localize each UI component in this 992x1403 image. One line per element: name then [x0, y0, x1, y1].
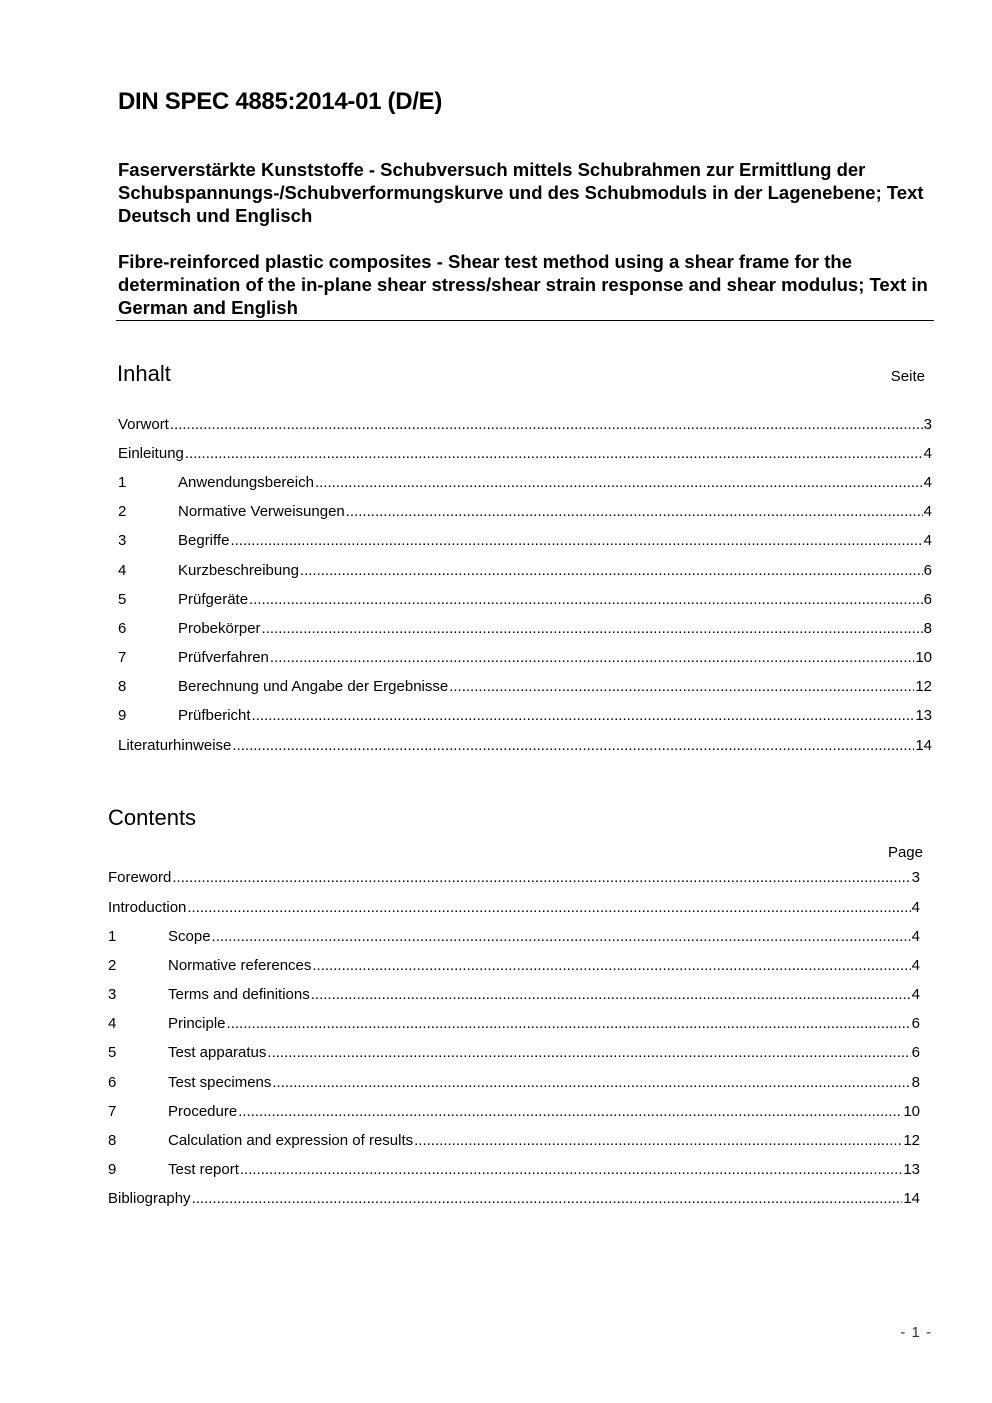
- toc-entry-title: Einleitung: [118, 445, 184, 462]
- document-title: DIN SPEC 4885:2014-01 (D/E): [118, 88, 443, 115]
- toc-entry-page: 3: [923, 416, 932, 433]
- toc-entry-title: Begriffe: [178, 532, 230, 549]
- subtitle-english: Fibre-reinforced plastic composites - Shear test method using a shear frame for the determination of the in-plane shear stress/shear strain response and shear modulus; Text in German and English: [118, 251, 928, 318]
- toc-entry-number: 2: [118, 503, 127, 520]
- toc-entry-number: 7: [108, 1103, 117, 1120]
- toc-entry-literaturhinweise[interactable]: [118, 737, 932, 757]
- toc-entry-title: Scope: [168, 928, 211, 945]
- toc-entry-page: 6: [923, 591, 932, 608]
- toc-entry-number: 5: [108, 1044, 117, 1061]
- toc-entry-title: Terms and definitions: [168, 986, 310, 1003]
- subtitle-german: Faserverstärkte Kunststoffe - Schubversuch mittels Schubrahmen zur Ermittlung der Schubspannungs-/Schubverformungskurve und des Schubmoduls in der Lagenebene; Text Deutsch und Englisch: [118, 159, 924, 226]
- toc-leader: [212, 928, 911, 945]
- toc-leader: [312, 957, 910, 974]
- toc-entry-introduction[interactable]: [108, 899, 920, 919]
- toc-entry-title: Anwendungsbereich: [178, 474, 314, 491]
- toc-leader: [267, 1044, 910, 1061]
- toc-leader: [192, 1190, 903, 1207]
- toc-entry-number: 3: [108, 986, 117, 1003]
- toc-heading-contents: Contents: [108, 805, 197, 830]
- toc-entry-page: 4: [923, 532, 932, 549]
- toc-entry-page: 13: [903, 1161, 920, 1178]
- toc-leader: [238, 1103, 902, 1120]
- toc-entry-page: 6: [911, 1044, 920, 1061]
- toc-entry-page: 4: [923, 503, 932, 520]
- toc-entry-number: 2: [108, 957, 117, 974]
- toc-entry-number: 7: [118, 649, 127, 666]
- toc-entry-number: 3: [118, 532, 127, 549]
- toc-leader: [230, 532, 922, 549]
- toc-entry-procedure[interactable]: [108, 1103, 920, 1123]
- toc-entry-page: 12: [915, 678, 932, 695]
- toc-entry-einleitung[interactable]: [118, 445, 932, 465]
- toc-entry-page: 4: [923, 445, 932, 462]
- toc-entry-number: 5: [118, 591, 127, 608]
- toc-entry-title: Normative references: [168, 957, 312, 974]
- toc-entry-number: 1: [118, 474, 127, 491]
- toc-entry-page: 8: [911, 1074, 920, 1091]
- toc-leader: [270, 649, 914, 666]
- toc-entry-page: 10: [903, 1103, 920, 1120]
- toc-leader: [185, 445, 923, 462]
- toc-entry-vorwort[interactable]: [118, 416, 932, 436]
- toc-entry-number: 6: [118, 620, 127, 637]
- toc-entry-title: Prüfverfahren: [178, 649, 269, 666]
- toc-page-label-page: Page: [887, 844, 923, 861]
- toc-entry-number: 8: [118, 678, 127, 695]
- toc-entry-page: 4: [911, 899, 920, 916]
- toc-leader: [262, 620, 923, 637]
- toc-entry-page: 8: [923, 620, 932, 637]
- toc-entry-title: Test report: [168, 1161, 239, 1178]
- toc-entry-foreword[interactable]: [108, 869, 920, 889]
- toc-entry-5[interactable]: [118, 591, 932, 611]
- toc-entry-title: Literaturhinweise: [118, 737, 232, 754]
- toc-entry-2[interactable]: [118, 503, 932, 523]
- toc-entry-title: Normative Verweisungen: [178, 503, 345, 520]
- toc-entry-4[interactable]: [118, 562, 932, 582]
- toc-leader: [414, 1132, 902, 1149]
- toc-entry-page: 10: [915, 649, 932, 666]
- toc-entry-scope[interactable]: [108, 928, 920, 948]
- toc-entry-number: 9: [118, 707, 127, 724]
- toc-entry-page: 14: [903, 1190, 920, 1207]
- toc-entry-page: 12: [903, 1132, 920, 1149]
- toc-entry-title: Kurzbeschreibung: [178, 562, 299, 579]
- toc-entry-bibliography[interactable]: [108, 1190, 920, 1210]
- toc-entry-7[interactable]: [118, 649, 932, 669]
- toc-entry-3[interactable]: [118, 532, 932, 552]
- toc-leader: [315, 474, 923, 491]
- toc-heading-inhalt: Inhalt: [117, 361, 171, 386]
- toc-leader: [187, 899, 910, 916]
- toc-entry-title: Test apparatus: [168, 1044, 267, 1061]
- toc-entry-number: 1: [108, 928, 117, 945]
- title-divider: [116, 320, 934, 321]
- toc-entry-title: Vorwort: [118, 416, 169, 433]
- toc-entry-page: 13: [915, 707, 932, 724]
- toc-entry-calculation[interactable]: [108, 1132, 920, 1152]
- toc-entry-number: 6: [108, 1074, 117, 1091]
- toc-entry-page: 3: [911, 869, 920, 886]
- toc-entry-title: Procedure: [168, 1103, 238, 1120]
- toc-entry-title: Introduction: [108, 899, 187, 916]
- toc-entry-title: Probekörper: [178, 620, 261, 637]
- toc-entry-title: Bibliography: [108, 1190, 191, 1207]
- toc-entry-principle[interactable]: [108, 1015, 920, 1035]
- toc-entry-test-specimens[interactable]: [108, 1074, 920, 1094]
- toc-entry-number: 8: [108, 1132, 117, 1149]
- toc-entry-number: 9: [108, 1161, 117, 1178]
- toc-entry-title: Berechnung und Angabe der Ergebnisse: [178, 678, 449, 695]
- toc-entry-title: Principle: [168, 1015, 226, 1032]
- toc-leader: [170, 416, 923, 433]
- toc-entry-normative-references[interactable]: [108, 957, 920, 977]
- toc-entry-page: 6: [923, 562, 932, 579]
- toc-leader: [240, 1161, 902, 1178]
- toc-entry-6[interactable]: [118, 620, 932, 640]
- toc-entry-number: 4: [118, 562, 127, 579]
- toc-leader: [272, 1074, 910, 1091]
- toc-entry-title: Foreword: [108, 869, 172, 886]
- toc-entry-8[interactable]: [118, 678, 932, 698]
- toc-entry-page: 4: [911, 928, 920, 945]
- toc-entry-page: 4: [923, 474, 932, 491]
- toc-leader: [227, 1015, 911, 1032]
- toc-entry-page: 14: [915, 737, 932, 754]
- toc-entry-page: 6: [911, 1015, 920, 1032]
- toc-leader: [172, 869, 910, 886]
- toc-entry-title: Prüfgeräte: [178, 591, 249, 608]
- toc-entry-title: Test specimens: [168, 1074, 272, 1091]
- toc-entry-title: Calculation and expression of results: [168, 1132, 414, 1149]
- toc-entry-terms-and-definitions[interactable]: [108, 986, 920, 1006]
- toc-leader: [252, 707, 915, 724]
- toc-entry-page: 4: [911, 957, 920, 974]
- toc-leader: [300, 562, 923, 579]
- toc-leader: [449, 678, 914, 695]
- toc-leader: [346, 503, 923, 520]
- toc-entry-number: 4: [108, 1015, 117, 1032]
- toc-entry-test-apparatus[interactable]: [108, 1044, 920, 1064]
- toc-entry-page: 4: [911, 986, 920, 1003]
- toc-leader: [232, 737, 914, 754]
- toc-entry-1[interactable]: [118, 474, 932, 494]
- toc-page-label-seite: Seite: [890, 368, 925, 385]
- toc-entry-test-report[interactable]: [108, 1161, 920, 1181]
- toc-leader: [311, 986, 911, 1003]
- page-number: - 1 -: [900, 1324, 932, 1341]
- toc-entry-9[interactable]: [118, 707, 932, 727]
- toc-leader: [249, 591, 923, 608]
- toc-entry-title: Prüfbericht: [178, 707, 251, 724]
